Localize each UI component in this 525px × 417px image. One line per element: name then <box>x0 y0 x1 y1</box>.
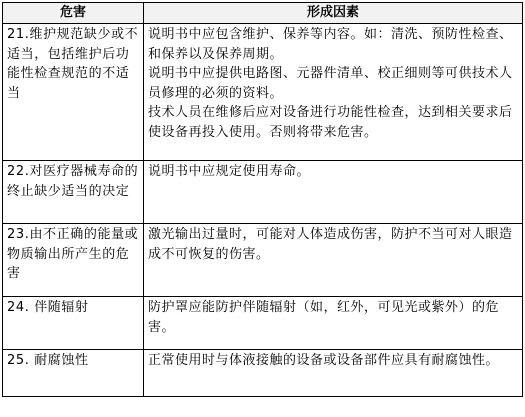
hazard-factor-table <box>2 2 523 397</box>
factor-paragraph: 说明书中应规定使用寿命。 <box>148 164 311 179</box>
hazard-cell: 24. 伴随辐射 <box>3 297 144 350</box>
table-body <box>3 24 523 397</box>
factor-paragraph: 说明书中应提供电路图、元器件清单、校正细则等可供技术人员修理的必须的资料。 <box>148 66 513 101</box>
header-factors: 形成因素 <box>144 3 523 24</box>
factor-paragraph: 正常使用时与体液接触的设备或设备部件应具有耐腐蚀性。 <box>148 353 500 368</box>
factor-cell <box>144 24 523 161</box>
factor-paragraph: 激光输出过量时，可能对人体造成伤害，防护不当可对人眼造成不可恢复的伤害。 <box>148 227 513 262</box>
table-row <box>3 161 523 224</box>
factor-paragraph: 防护罩应能防护伴随辐射（如，红外，可见光或紫外）的危害。 <box>148 300 500 335</box>
factor-paragraph: 技术人员在维修后应对设备进行功能性检查，达到相关要求后使设备再投入使用。否则将带来危害。 <box>148 105 513 140</box>
factor-paragraph: 说明书中应包含维护、保养等内容。如：清洗、预防性检查、和保养以及保养周期。 <box>148 27 513 62</box>
factor-cell <box>144 350 523 397</box>
table-row <box>3 297 523 350</box>
table-row <box>3 24 523 161</box>
header-hazard: 危害 <box>3 3 144 24</box>
factor-cell <box>144 297 523 350</box>
table-row <box>3 350 523 397</box>
hazard-cell: 23.由不正确的能量或物质输出所产生的危害 <box>3 224 144 297</box>
table-row <box>3 224 523 297</box>
table-header <box>3 3 523 24</box>
header-row <box>3 3 523 24</box>
hazard-cell: 25. 耐腐蚀性 <box>3 350 144 397</box>
factor-cell <box>144 161 523 224</box>
hazard-cell: 21.维护规范缺少或不适当，包括维护后功能性检查规范的不适当 <box>3 24 144 161</box>
factor-cell <box>144 224 523 297</box>
hazard-cell: 22.对医疗器械寿命的终止缺少适当的决定 <box>3 161 144 224</box>
